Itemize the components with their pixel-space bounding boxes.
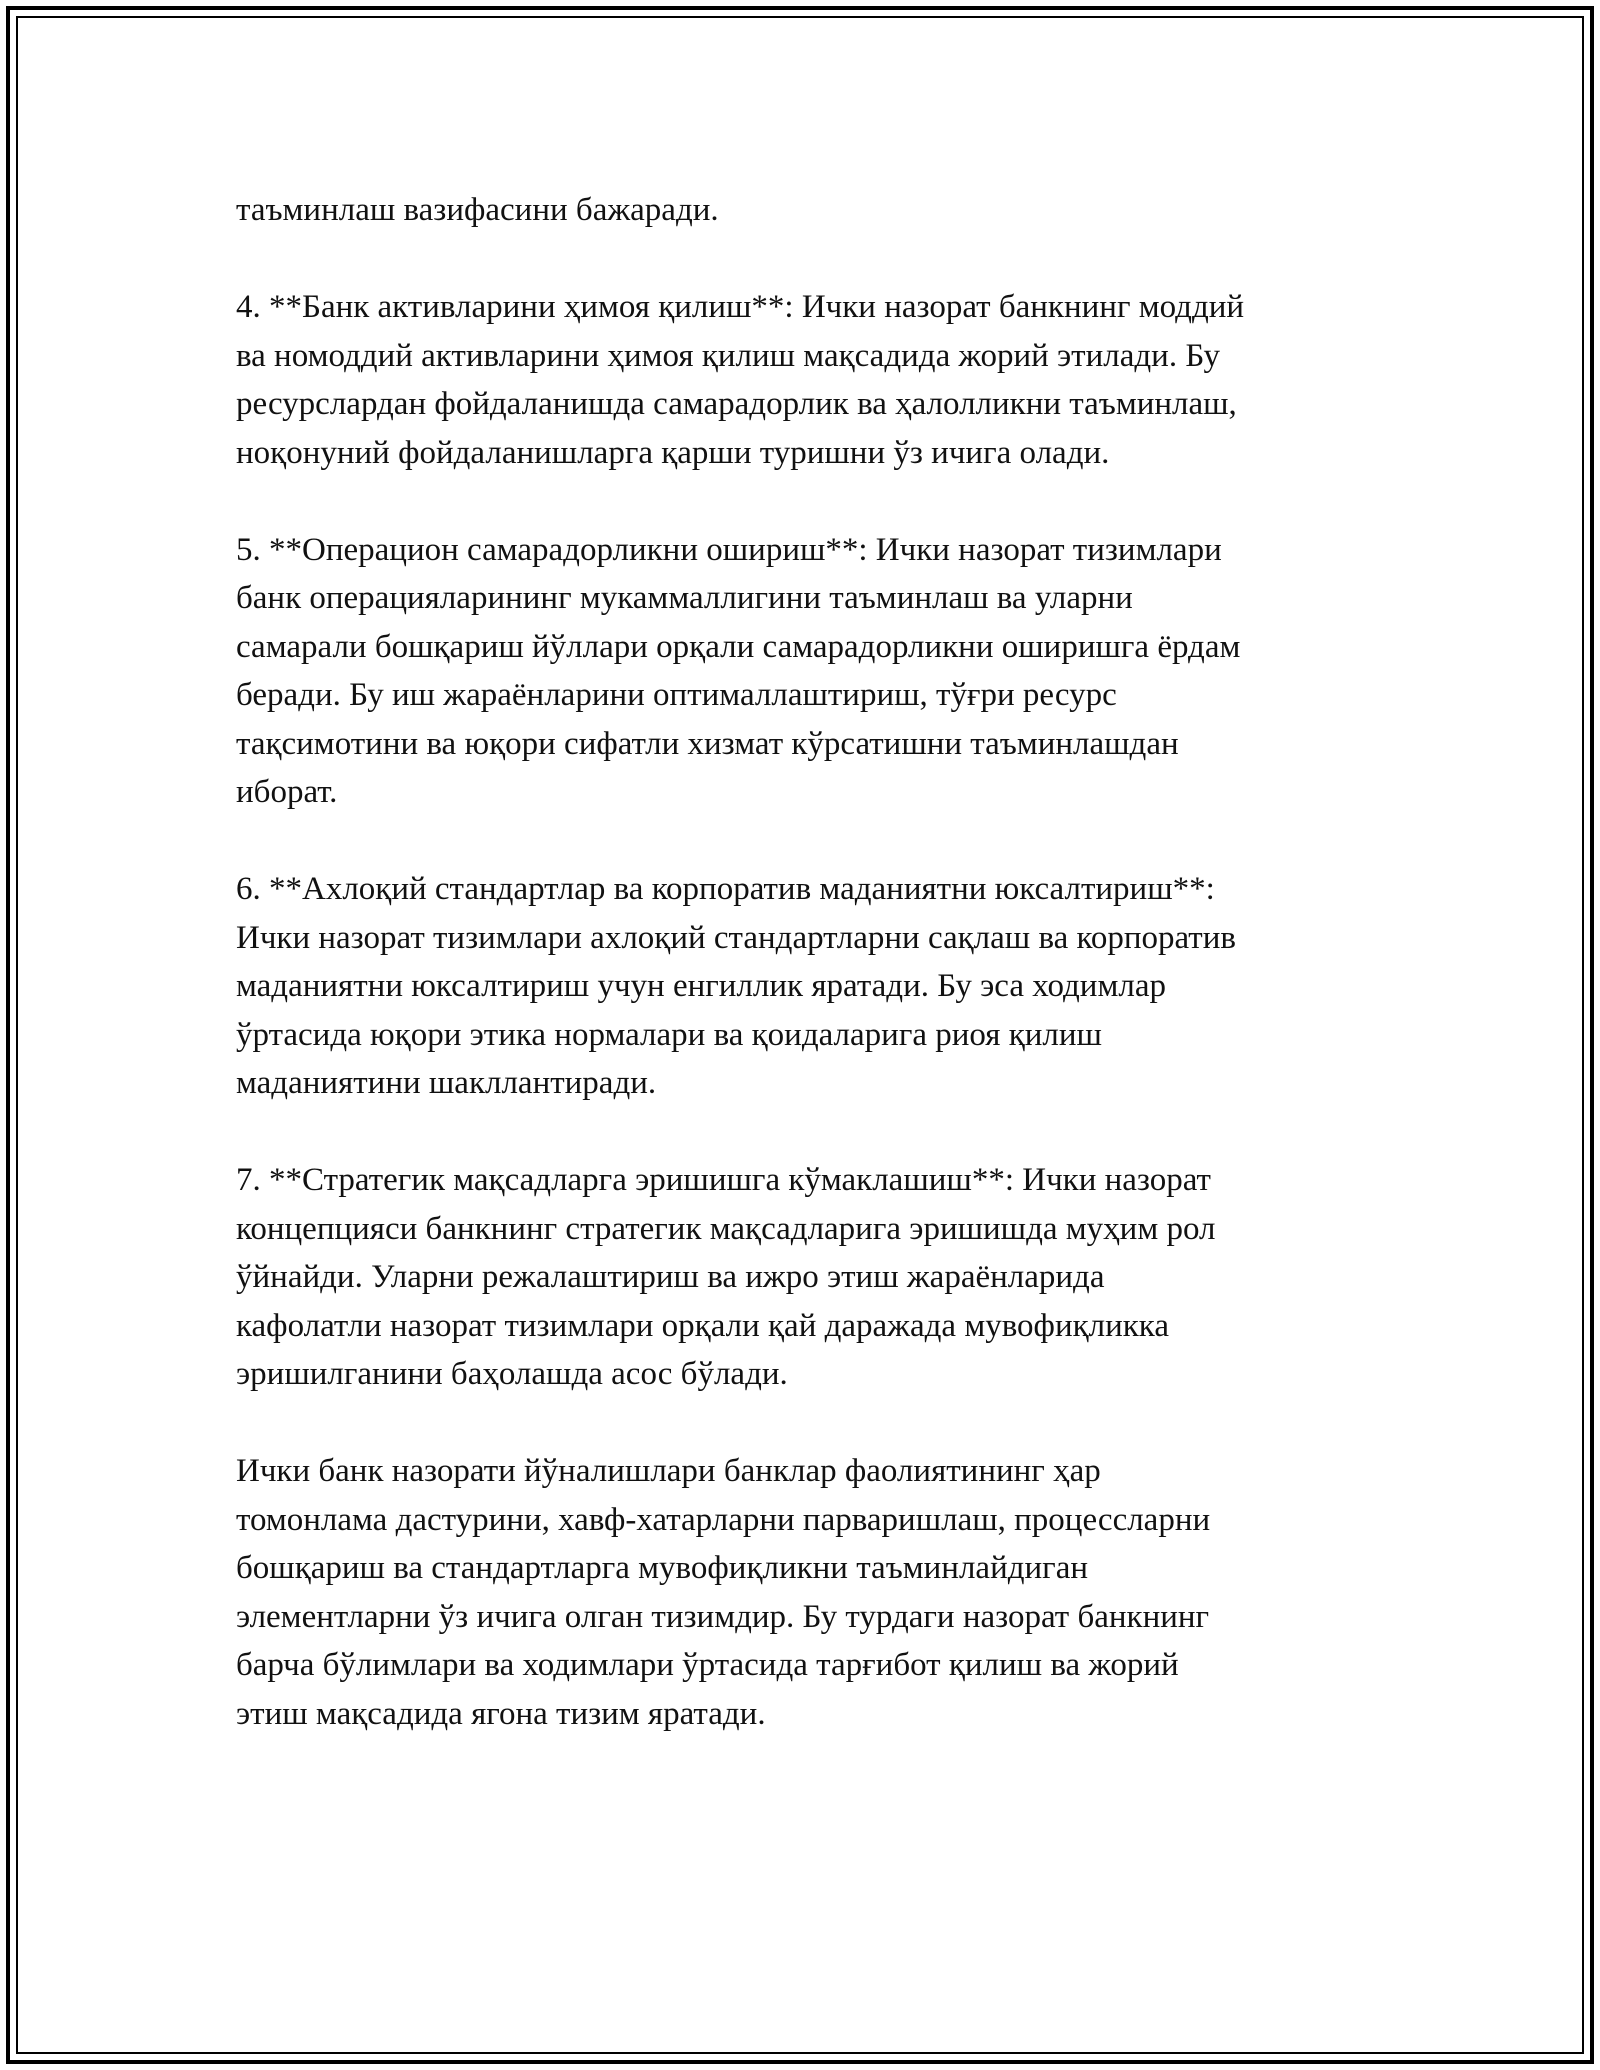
paragraph-item-4: 4. **Банк активларини ҳимоя қилиш**: Ички назорат банкнинг моддий ва номоддий активларини ҳимоя қилиш мақсадида жорий этилади. Бу ресурслардан фойдаланишда самарадорлик ва ҳалолликни таъминлаш, ноқонуний фойдаланишларга қарши туришни ўз ичига олади.	[236, 289, 1245, 471]
paragraph-continuation: таъминлаш вазифасини бажаради.	[236, 192, 719, 228]
paragraph-summary: Ички банк назорати йўналишлари банклар фаолиятининг ҳар томонлама дастурини, хавф-хатарларни парваришлаш, процессларни бошқариш ва стандартларга мувофиқликни таъминлайдиган элементларни ўз ичига олган тизимдир. Бу турдаги назорат банкнинг барча бўлимлари ва ходимлари ўртасида тарғибот қилиш ва жорий этиш мақсадида ягона тизим яратади.	[236, 1453, 1211, 1732]
paragraph-item-6: 6. **Ахлоқий стандартлар ва корпоратив маданиятни юксалтириш**: Ички назорат тизимлари ахлоқий стандартларни сақлаш ва корпоратив маданиятни юксалтириш учун енгиллик яратади. Бу эса ходимлар ўртасида юқори этика нормалари ва қоидаларига риоя қилиш маданиятини шакллантиради.	[236, 871, 1236, 1101]
document-body	[236, 186, 1386, 1787]
paragraph-item-7: 7. **Стратегик мақсадларга эришишга кўмаклашиш**: Ички назорат концепцияси банкнинг стратегик мақсадларига эришишда муҳим рол ўйнайди. Уларни режалаштириш ва ижро этиш жараёнларида кафолатли назорат тизимлари орқали қай даражада мувофиқликка эришилганини баҳолашда асос бўлади.	[236, 1162, 1216, 1392]
paragraph-item-5: 5. **Операцион самарадорликни ошириш**: Ички назорат тизимлари банк операцияларининг мукаммаллигини таъминлаш ва уларни самарали бошқариш йўллари орқали самарадорликни оширишга ёрдам беради. Бу иш жараёнларини оптималлаштириш, тўғри ресурс тақсимотини ва юқори сифатли хизмат кўрсатишни таъминлашдан иборат.	[236, 531, 1241, 810]
